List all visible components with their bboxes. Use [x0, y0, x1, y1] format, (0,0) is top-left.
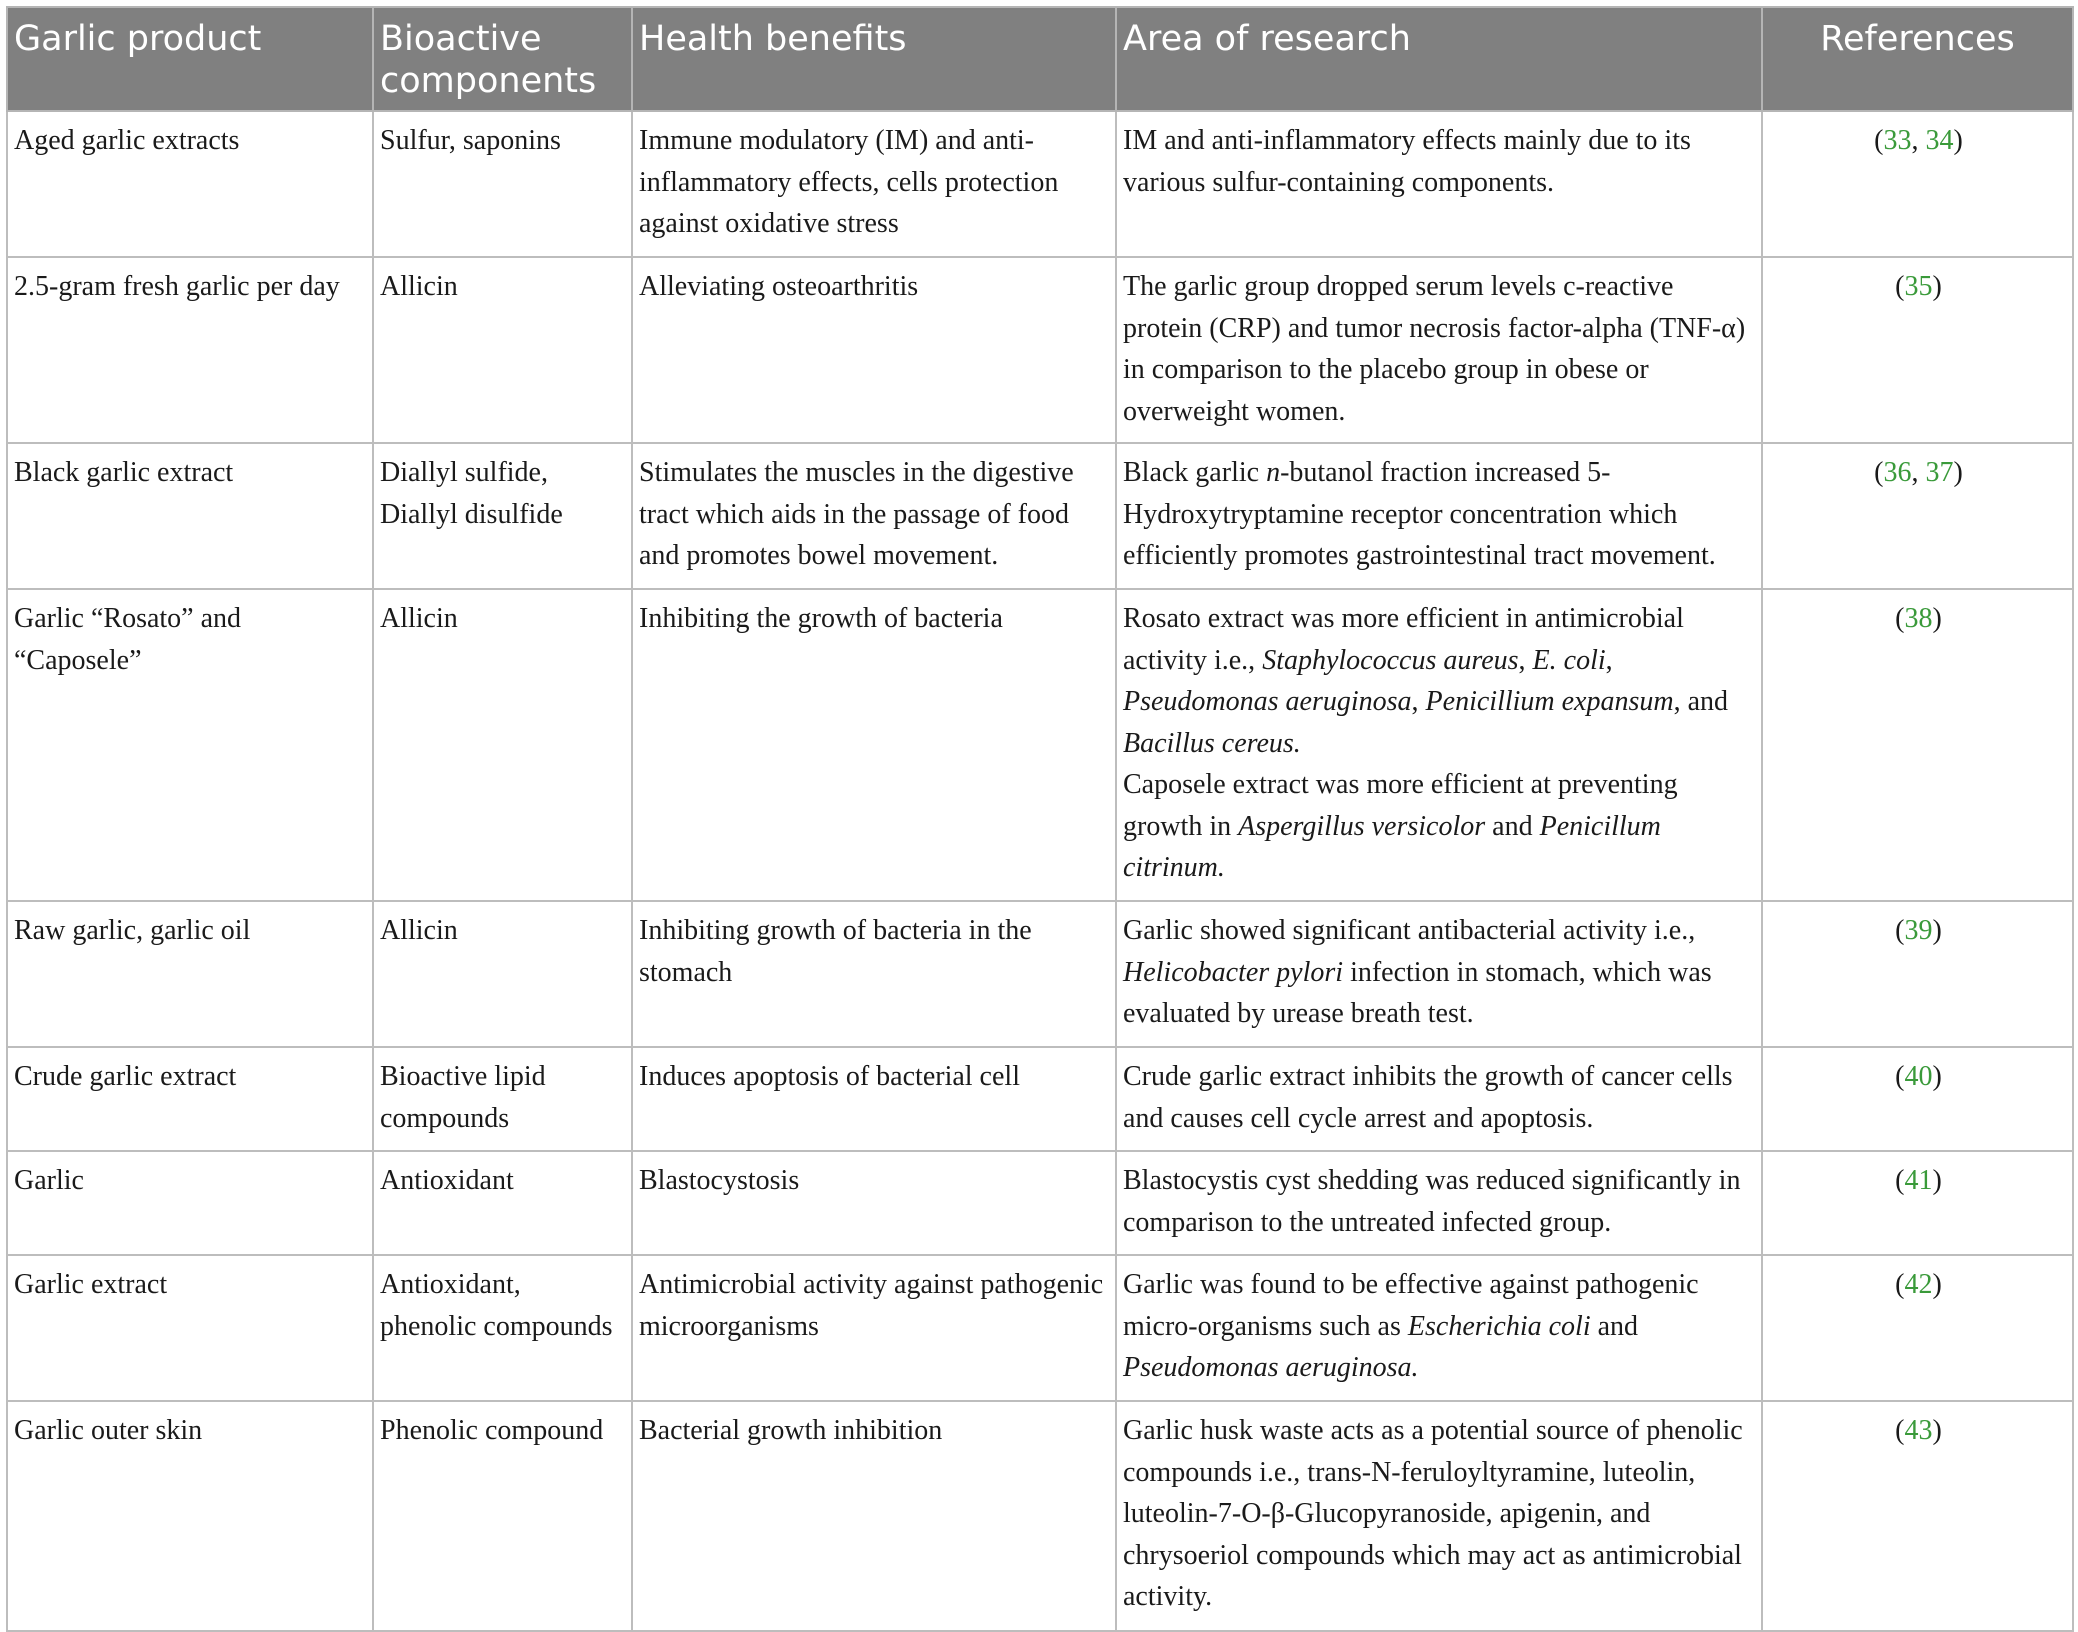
table-row [7, 443, 2073, 589]
cell-benefits: Immune modulatory (IM) and anti-inflammatory effects, cells protection against oxidative stress [632, 111, 1116, 257]
cell-benefits: Induces apoptosis of bacterial cell [632, 1047, 1116, 1151]
cell-product: 2.5-gram fresh garlic per day [7, 257, 373, 443]
cell-research: Blastocystis cyst shedding was reduced significantly in comparison to the untreated infected group. [1116, 1151, 1762, 1255]
cell-benefits: Bacterial growth inhibition [632, 1401, 1116, 1631]
reference-link[interactable]: 33 [1883, 125, 1912, 156]
reference-link[interactable]: 36 [1883, 457, 1912, 488]
header-health-benefits: Health benefits [632, 7, 1116, 111]
table-row [7, 1255, 2073, 1401]
reference-link[interactable]: 38 [1904, 603, 1933, 634]
cell-research: Garlic was found to be effective against pathogenic micro-organisms such as Escherichia coli and Pseudomonas aeruginosa. [1116, 1255, 1762, 1401]
cell-product: Garlic outer skin [7, 1401, 373, 1631]
cell-research: IM and anti-inflammatory effects mainly due to its various sulfur-containing components. [1116, 111, 1762, 257]
cell-benefits: Stimulates the muscles in the digestive tract which aids in the passage of food and promotes bowel movement. [632, 443, 1116, 589]
table-row [7, 1151, 2073, 1255]
cell-benefits: Inhibiting growth of bacteria in the stomach [632, 901, 1116, 1047]
cell-references: (39) [1762, 901, 2073, 1047]
table-header [7, 7, 2073, 111]
reference-link[interactable]: 40 [1904, 1061, 1933, 1092]
header-garlic-product: Garlic product [7, 7, 373, 111]
reference-link[interactable]: 37 [1925, 457, 1954, 488]
cell-product: Garlic “Rosato” and “Caposele” [7, 589, 373, 901]
reference-link[interactable]: 41 [1904, 1165, 1933, 1196]
reference-link[interactable]: 34 [1925, 125, 1954, 156]
cell-product: Black garlic extract [7, 443, 373, 589]
cell-components: Antioxidant, phenolic compounds [373, 1255, 632, 1401]
cell-benefits: Blastocystosis [632, 1151, 1116, 1255]
cell-components: Sulfur, saponins [373, 111, 632, 257]
cell-benefits: Alleviating osteoarthritis [632, 257, 1116, 443]
cell-research: Black garlic n-butanol fraction increased 5-Hydroxytryptamine receptor concentration which efficiently promotes gastrointestinal tract movement. [1116, 443, 1762, 589]
cell-references: (42) [1762, 1255, 2073, 1401]
cell-benefits: Inhibiting the growth of bacteria [632, 589, 1116, 901]
cell-references: (41) [1762, 1151, 2073, 1255]
cell-components: Antioxidant [373, 1151, 632, 1255]
cell-references: (33, 34) [1762, 111, 2073, 257]
cell-product: Garlic extract [7, 1255, 373, 1401]
table-row [7, 1047, 2073, 1151]
header-references: References [1762, 7, 2073, 111]
cell-product: Raw garlic, garlic oil [7, 901, 373, 1047]
cell-product: Crude garlic extract [7, 1047, 373, 1151]
cell-references: (35) [1762, 257, 2073, 443]
table-row [7, 589, 2073, 901]
table-body [7, 111, 2073, 1631]
cell-components: Phenolic compound [373, 1401, 632, 1631]
header-row [7, 7, 2073, 111]
reference-link[interactable]: 35 [1904, 271, 1933, 302]
cell-components: Allicin [373, 589, 632, 901]
cell-research: Rosato extract was more efficient in antimicrobial activity i.e., Staphylococcus aureus, E. coli, Pseudomonas aeruginosa, Penicillium expansum, and Bacillus cereus. Caposele extract was more efficient at preventing growth in Aspergillus versicolor and Penicillum citrinum. [1116, 589, 1762, 901]
table-row [7, 901, 2073, 1047]
cell-components: Allicin [373, 257, 632, 443]
cell-references: (43) [1762, 1401, 2073, 1631]
header-bioactive-components: Bioactive components [373, 7, 632, 111]
cell-components: Diallyl sulfide, Diallyl disulfide [373, 443, 632, 589]
table-row [7, 111, 2073, 257]
cell-benefits: Antimicrobial activity against pathogenic microorganisms [632, 1255, 1116, 1401]
cell-product: Aged garlic extracts [7, 111, 373, 257]
reference-link[interactable]: 43 [1904, 1415, 1933, 1446]
cell-components: Bioactive lipid compounds [373, 1047, 632, 1151]
header-area-of-research: Area of research [1116, 7, 1762, 111]
cell-references: (36, 37) [1762, 443, 2073, 589]
cell-research: Crude garlic extract inhibits the growth of cancer cells and causes cell cycle arrest and apoptosis. [1116, 1047, 1762, 1151]
garlic-table [6, 6, 2074, 1632]
reference-link[interactable]: 42 [1904, 1269, 1933, 1300]
cell-research: Garlic showed significant antibacterial activity i.e., Helicobacter pylori infection in stomach, which was evaluated by urease breath test. [1116, 901, 1762, 1047]
cell-research: Garlic husk waste acts as a potential source of phenolic compounds i.e., trans-N-feruloyltyramine, luteolin, luteolin-7-O-β-Glucopyranoside, apigenin, and chrysoeriol compounds which may act as antimicrobial activity. [1116, 1401, 1762, 1631]
table-row [7, 257, 2073, 443]
cell-references: (38) [1762, 589, 2073, 901]
reference-link[interactable]: 39 [1904, 915, 1933, 946]
table-row [7, 1401, 2073, 1631]
cell-product: Garlic [7, 1151, 373, 1255]
cell-research: The garlic group dropped serum levels c-reactive protein (CRP) and tumor necrosis factor-alpha (TNF-α) in comparison to the placebo group in obese or overweight women. [1116, 257, 1762, 443]
cell-references: (40) [1762, 1047, 2073, 1151]
cell-components: Allicin [373, 901, 632, 1047]
